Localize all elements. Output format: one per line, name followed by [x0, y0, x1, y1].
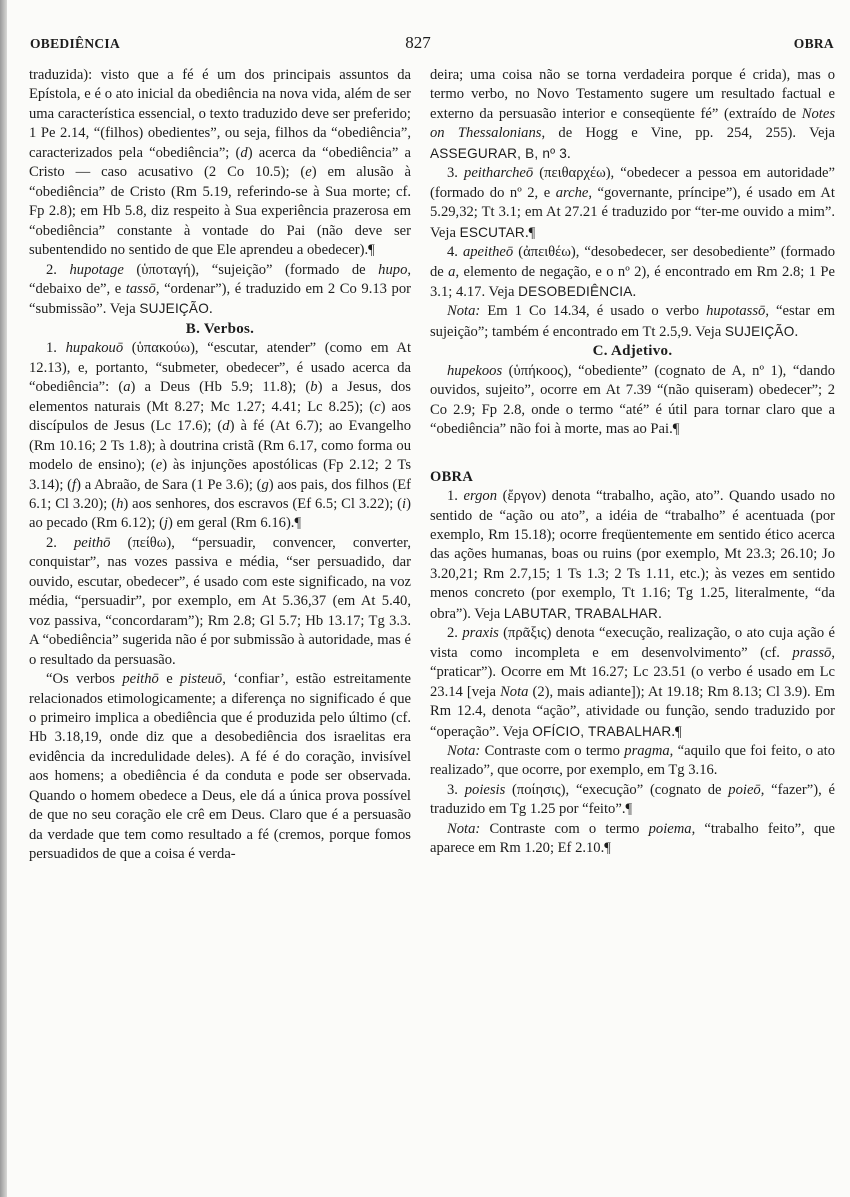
text-run: , “debaixo de”, e [29, 261, 412, 297]
page-number: 827 [405, 33, 431, 52]
paragraph [430, 164, 835, 243]
text-run: 4. [447, 244, 463, 261]
text-run: (ἀπειθέω), “desobedecer, ser desobediente” (formado de [430, 244, 835, 280]
italic-term: hupo [378, 261, 408, 278]
text-run: , “trabalho feito”, que aparece em Rm 1.20; Ef 2.10.¶ [430, 820, 836, 857]
text-run: ) aos senhores, dos escravos (Ef 6.5; Cl 3.22); ( [123, 495, 403, 512]
paragraph [430, 66, 835, 164]
text-run: OBRA [430, 468, 474, 485]
paragraph [29, 66, 411, 261]
paragraph [430, 302, 835, 342]
text-run: . [567, 145, 571, 162]
section-heading [29, 320, 411, 339]
text-run: , “ordenar”), é traduzido em 2 Co 9.13 por “submissão”. Veja [29, 280, 411, 318]
italic-term: a [448, 263, 456, 280]
paragraph [29, 670, 411, 865]
text-run: ) a Deus (Hb 5.9; 11.8); ( [130, 379, 311, 396]
italic-term: ergon [463, 488, 498, 505]
italic-term: hupekoos [447, 362, 503, 379]
italic-term: g [261, 476, 269, 493]
italic-term: arche [555, 184, 589, 201]
text-run: 2. [46, 261, 70, 278]
text-run: , “praticar”). Ocorre em Mt 16.27; Lc 23.51 (o verbo é usado em Lc 23.14 [veja [430, 644, 835, 700]
italic-term: pragma [624, 742, 670, 759]
text-run: ) aos pais, dos filhos (Ef 6.1; Cl 3.20); ( [29, 476, 411, 512]
text-run: (πρᾶξις) denota “execução, realização, o ato cuja ação é vista como incompleta e em desenvolvimento” (cf. [430, 625, 835, 661]
cross-reference: ESCUTAR [459, 224, 525, 240]
italic-term: pisteuō [180, 671, 223, 688]
text-run: 2. [447, 625, 463, 642]
text-run: C. Adjetivo. [592, 343, 673, 360]
running-head-right: OBRA [793, 36, 834, 51]
text-run: .¶ [524, 224, 536, 241]
italic-term: tassō [125, 280, 156, 297]
section-heading [430, 342, 835, 361]
italic-term: poiesis [464, 781, 506, 798]
text-run: , “estar em sujeição”; também é encontrado em Tt 2.5,9. Veja [430, 303, 835, 340]
paragraph [430, 781, 835, 820]
text-run: . [658, 605, 662, 622]
text-run: (πειθαρχέω), “obedecer a pessoa em autoridade” (formado do nº 2, e [430, 165, 836, 201]
italic-term: d [240, 144, 248, 161]
paragraph [430, 487, 835, 624]
italic-term: d [222, 418, 230, 435]
text-run: ) às injunções apostólicas (Fp 2.12; 2 Ts 3.14); ( [29, 457, 412, 493]
italic-term: Nota: [447, 820, 481, 837]
italic-term: peithō [122, 671, 159, 688]
left-column [29, 66, 411, 865]
italic-term: Nota [500, 683, 529, 700]
entry-heading [430, 468, 835, 487]
text-run: e [158, 671, 181, 688]
text-run: ) acerca da “obediência” a Cristo — caso acusativo (2 Co 10.5); ( [29, 144, 411, 181]
italic-term: j [163, 515, 169, 532]
text-run: 1. [46, 340, 66, 357]
italic-term: h [116, 495, 124, 512]
italic-term: praxis [462, 625, 499, 642]
italic-term: f [72, 476, 77, 493]
italic-term: prassō [792, 644, 832, 661]
italic-term: b [310, 379, 318, 396]
text-run: 3. [447, 781, 465, 798]
text-run: , de Hogg e Vine, pp. 254, 255). Veja [541, 125, 835, 142]
text-run: ) a Abraão, de Sara (1 Pe 3.6); ( [76, 476, 262, 493]
italic-term: e [305, 164, 312, 181]
italic-term: Notes on Thessalonians [430, 105, 835, 142]
text-run: , “governante, príncipe”), é usado em At 5.29,32; Tt 3.1; em At 27.21 é traduzido por “ter-me ouvido a mim”. Veja [430, 184, 835, 241]
text-run: .¶ [671, 723, 682, 740]
italic-term: hupotage [69, 261, 124, 278]
cross-reference: LABUTAR, TRABALHAR [503, 605, 659, 621]
text-run: , “fazer”), é traduzido em Tg 1.25 por “feito”.¶ [430, 781, 835, 818]
text-run: (πείθω), “persuadir, convencer, converter, conquistar”, nas vozes passiva e média, “ser persuadido, dar ouvido, escutar, obedecer”, é usado com este significado, na voz média, “persuadir”, por exemplo, em At 5.36,37 (em At 5.40, voz passiva, “concordaram”); Rm 2.8; Gl 5.7; Hb 13.17; Tg 3.3. A “obediência” sugerida não é por submissão à autoridade, mas é o resultado da persuasão. [29, 534, 411, 668]
paragraph [430, 362, 835, 440]
text-run: ) à fé (At 6.7); ao Evangelho (Rm 10.16; 2 Ts 1.8); à doutrina cristã (Rm 6.17, como forma ou modelo de ensino); ( [29, 418, 411, 474]
scan-edge [0, 0, 7, 1197]
italic-term: i [402, 495, 407, 512]
paragraph [29, 534, 411, 670]
italic-term: poieō [728, 781, 761, 798]
italic-term: Nota: [447, 742, 481, 759]
cross-reference: OFÍCIO, TRABALHAR [532, 723, 672, 739]
text-run: . [794, 323, 799, 340]
paragraph [430, 243, 835, 302]
text-run: ) em geral (Rm 6.16).¶ [168, 515, 302, 532]
italic-term: apeitheō [462, 244, 514, 261]
italic-term: c [374, 398, 381, 415]
paragraph [430, 624, 835, 742]
right-column [430, 66, 835, 859]
italic-term: a [123, 379, 131, 396]
cross-reference: ASSEGURAR, B, nº 3 [430, 145, 567, 161]
text-run: “Os verbos [46, 671, 123, 688]
paragraph [29, 339, 411, 534]
cross-reference: SUJEIÇÃO [724, 323, 795, 339]
text-run: (ὑποταγή), “sujeição” (formado de [123, 261, 379, 278]
text-run: (ποίησις), “execução” (cognato de [505, 781, 729, 798]
cross-reference: SUJEIÇÃO [139, 301, 209, 317]
text-run: Contraste com o termo [480, 742, 625, 759]
text-run: , elemento de negação, e o nº 2), é encontrado em Rm 2.8; 1 Pe 3.1; 4.17. Veja [430, 263, 835, 300]
text-run: ) em alusão à “obediência” de Cristo (Rm 5.19, referindo-se à Sua morte; cf. Fp 2.8); em Hb 5.8, diz respeito à Sua experiência prazerosa em “obediência” constante à vontade do Pai (não deve ser subentendido no sentido de que Ele aprendeu a obedecer).¶ [29, 164, 411, 259]
text-run: Contraste com o termo [480, 820, 649, 837]
paragraph [430, 820, 835, 859]
paragraph [29, 261, 411, 320]
text-run: B. Verbos. [185, 320, 255, 337]
text-run: , “aquilo que foi feito, o ato realizado”, que ocorre, por exemplo, em Tg 3.16. [430, 742, 836, 779]
text-run: ) a Jesus, dos elementos naturais (Mt 8.27; Mc 1.27; 4.41; Lc 8.25); ( [29, 379, 411, 415]
text-run: . [632, 283, 637, 300]
text-run: , ‘confiar’, estão estreitamente relacionados etimologicamente; a diferença no significado é que o primeiro implica a obediência que é produzida pelo último (cf. Hb 3.18,19, onde diz que a desobediência dos israelitas era evidência da incredulidade deles). A fé é do coração, invisível aos homens; a obediência é da conduta e pode ser observada. Quando o homem obedece a Deus, ele dá a única prova possível de que no seu coração ele crê em Deus. Claro que é a persuasão da verdade que tem como resultado a fé (cremos, porque fomos persuadidos de que a coisa é verda- [29, 671, 411, 863]
italic-term: peitharcheō [464, 165, 534, 182]
italic-term: poiema [648, 820, 692, 837]
text-run: 3. [447, 165, 465, 182]
text-run: . [208, 301, 213, 318]
italic-term: Nota: [447, 303, 481, 320]
text-run: ) aos discípulos de Jesus (Lc 17.6); ( [29, 398, 411, 435]
italic-term: peithō [73, 534, 111, 551]
text-run: deira; uma coisa não se torna verdadeira porque é crida), mas o termo verbo, no Novo Testamento sugere um resultado factual e externo da persuasão interior e conseqüente fé” (extraído de [430, 67, 835, 122]
italic-term: hupotassō [706, 303, 766, 320]
text-run: ) ao pecado (Rm 6.12); ( [29, 495, 411, 532]
running-head-left: OBEDIÊNCIA [30, 36, 121, 51]
text-run: (ὑπήκοος), “obediente” (cognato de A, nº 1), “dando ouvidos, sujeito”, ocorre em At 7.39 “(não quiseram) obedecer”; 2 Co 2.9; Fp 2.8, onde o termo “até” é útil para tornar claro que a “obediência” não foi à morte, mas ao Pai.¶ [430, 362, 835, 438]
text-run: (ὑπακούω), “escutar, atender” (como em At 12.13), e, portanto, “submeter, obedecer”, é usado acerca da “obediência”: ( [29, 340, 411, 396]
italic-term: hupakouō [65, 340, 124, 357]
text-run: 2. [46, 534, 74, 551]
paragraph [430, 742, 835, 781]
cross-reference: DESOBEDIÊNCIA [518, 283, 633, 299]
text-run: (2), mais adiante]); At 19.18; Rm 8.13; Cl 3.9). Em Rm 12.4, denota “ação”, atividade ou função, sendo traduzido por “operação”. Veja [430, 683, 835, 740]
text-run: traduzida): visto que a fé é um dos principais assuntos da Epístola, e é o ato inicial da obediência na nova vida, além de ser uma característica essencial, o texto traduzido deve ser preferido; 1 Pe 2.14, “(filhos) obedientes”, ou seja, filhos da “obediência”, caracterizados pela “obediência”; ( [29, 67, 411, 161]
italic-term: e [155, 457, 163, 474]
text-run: 1. [447, 488, 464, 505]
text-run: Em 1 Co 14.34, é usado o verbo [480, 303, 707, 320]
text-run: (ἔργον) denota “trabalho, ação, ato”. Quando usado no sentido de “ação ou ato”, a idéia de “trabalho” é acentuada (por exemplo, Rm 15.18); ocorre freqüentemente em sentido ético acerca das ações humanas, boas ou ruins (por exemplo, Mt 23.3; 26.10; Jo 3.20,21; Rm 2.7,15; 1 Ts 1.3; 2 Ts 1.11, etc.); às vezes em sentido menos concreto (por exemplo, Tt 1.16; Tg 1.25, literalmente, “da obra”). Veja [430, 488, 836, 622]
